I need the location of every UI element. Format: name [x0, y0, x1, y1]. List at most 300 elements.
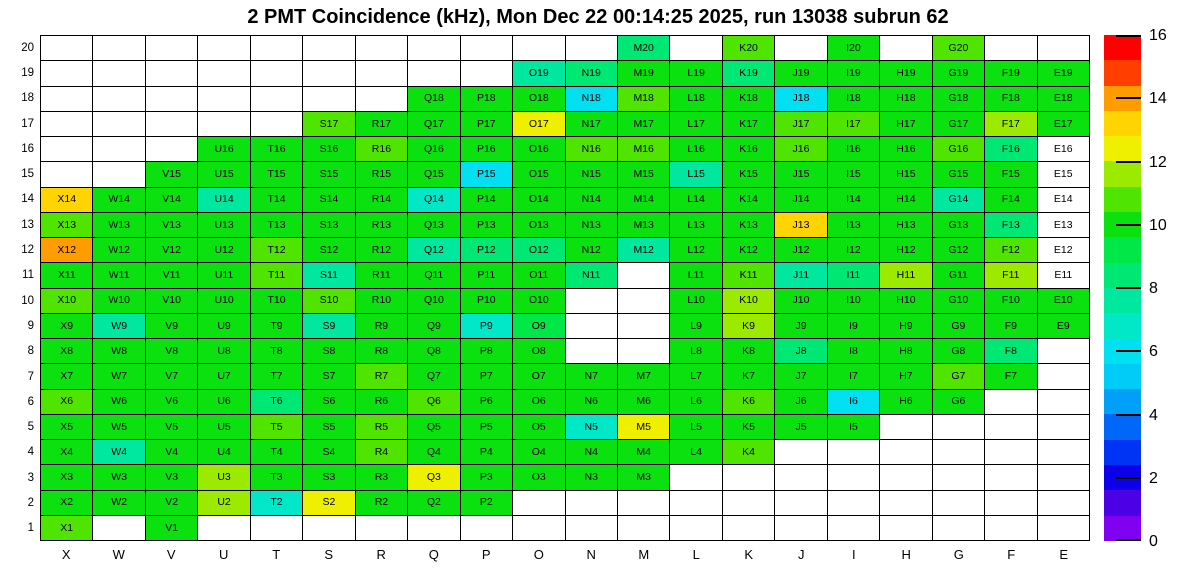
- cell-O12: O12: [513, 238, 565, 263]
- cell-U5: U5: [198, 415, 250, 440]
- cell-T4: T4: [251, 440, 303, 465]
- cell-G10: G10: [933, 289, 985, 314]
- cell-M8: [618, 339, 670, 364]
- cell-X12: X12: [41, 238, 93, 263]
- cell-E6: [1038, 390, 1090, 415]
- cell-R20: [356, 36, 408, 61]
- cell-S12: S12: [303, 238, 355, 263]
- cell-I13: I13: [828, 213, 880, 238]
- cell-W6: W6: [93, 390, 145, 415]
- cell-G2: [933, 491, 985, 516]
- cell-T14: T14: [251, 188, 303, 213]
- cell-E18: E18: [1038, 87, 1090, 112]
- cell-J12: J12: [775, 238, 827, 263]
- cell-V19: [146, 61, 198, 86]
- cell-F14: F14: [985, 188, 1037, 213]
- cell-P17: P17: [461, 112, 513, 137]
- cell-E9: E9: [1038, 314, 1090, 339]
- cell-E11: E11: [1038, 263, 1090, 288]
- cell-R6: R6: [356, 390, 408, 415]
- cell-L19: L19: [670, 61, 722, 86]
- cell-V9: V9: [146, 314, 198, 339]
- cell-S7: S7: [303, 364, 355, 389]
- cell-T9: T9: [251, 314, 303, 339]
- column-label-F: F: [1007, 547, 1016, 562]
- cell-S20: [303, 36, 355, 61]
- cell-U17: [198, 112, 250, 137]
- cell-E14: E14: [1038, 188, 1090, 213]
- cell-X16: [41, 137, 93, 162]
- cell-S8: S8: [303, 339, 355, 364]
- cell-L10: L10: [670, 289, 722, 314]
- column-label-N: N: [586, 547, 596, 562]
- cell-H7: H7: [880, 364, 932, 389]
- cell-Q9: Q9: [408, 314, 460, 339]
- column-label-L: L: [692, 547, 700, 562]
- cell-Q7: Q7: [408, 364, 460, 389]
- cell-K7: K7: [723, 364, 775, 389]
- cell-Q16: Q16: [408, 137, 460, 162]
- cell-M4: M4: [618, 440, 670, 465]
- cell-U20: [198, 36, 250, 61]
- cell-P19: [461, 61, 513, 86]
- row-label-17: 17: [21, 117, 34, 130]
- colorbar-band: [1104, 60, 1141, 85]
- cell-O20: [513, 36, 565, 61]
- cell-K1: [723, 516, 775, 541]
- column-label-G: G: [953, 547, 964, 562]
- cell-Q13: Q13: [408, 213, 460, 238]
- cell-M19: M19: [618, 61, 670, 86]
- cell-T3: T3: [251, 465, 303, 490]
- cell-S13: S13: [303, 213, 355, 238]
- colorbar-tick: [1116, 350, 1141, 352]
- cell-K10: K10: [723, 289, 775, 314]
- cell-U7: U7: [198, 364, 250, 389]
- cell-T7: T7: [251, 364, 303, 389]
- cell-O5: O5: [513, 415, 565, 440]
- cell-W19: [93, 61, 145, 86]
- cell-V4: V4: [146, 440, 198, 465]
- cell-O3: O3: [513, 465, 565, 490]
- cell-N2: [566, 491, 618, 516]
- cell-P3: P3: [461, 465, 513, 490]
- column-label-S: S: [324, 547, 334, 562]
- row-label-16: 16: [21, 142, 34, 155]
- cell-R10: R10: [356, 289, 408, 314]
- cell-F9: F9: [985, 314, 1037, 339]
- cell-J2: [775, 491, 827, 516]
- cell-N7: N7: [566, 364, 618, 389]
- cell-N20: [566, 36, 618, 61]
- cell-G7: G7: [933, 364, 985, 389]
- cell-P18: P18: [461, 87, 513, 112]
- row-label-9: 9: [27, 319, 34, 332]
- cell-U18: [198, 87, 250, 112]
- cell-T13: T13: [251, 213, 303, 238]
- cell-S19: [303, 61, 355, 86]
- cell-U14: U14: [198, 188, 250, 213]
- cell-L12: L12: [670, 238, 722, 263]
- row-label-15: 15: [21, 168, 34, 181]
- row-label-12: 12: [21, 244, 34, 257]
- cell-F2: [985, 491, 1037, 516]
- cell-L11: L11: [670, 263, 722, 288]
- column-label-E: E: [1059, 547, 1069, 562]
- cell-W14: W14: [93, 188, 145, 213]
- cell-E15: E15: [1038, 162, 1090, 187]
- cell-Q3: Q3: [408, 465, 460, 490]
- cell-O18: O18: [513, 87, 565, 112]
- cell-R13: R13: [356, 213, 408, 238]
- cell-N14: N14: [566, 188, 618, 213]
- cell-I5: I5: [828, 415, 880, 440]
- cell-N4: N4: [566, 440, 618, 465]
- cell-F6: [985, 390, 1037, 415]
- cell-V20: [146, 36, 198, 61]
- cell-I11: I11: [828, 263, 880, 288]
- cell-H17: H17: [880, 112, 932, 137]
- colorbar-label-10: 10: [1149, 216, 1167, 234]
- cell-K9: K9: [723, 314, 775, 339]
- cell-W18: [93, 87, 145, 112]
- cell-Q19: [408, 61, 460, 86]
- cell-L6: L6: [670, 390, 722, 415]
- cell-T2: T2: [251, 491, 303, 516]
- cell-M12: M12: [618, 238, 670, 263]
- cell-V8: V8: [146, 339, 198, 364]
- cell-O8: O8: [513, 339, 565, 364]
- cell-U12: U12: [198, 238, 250, 263]
- cell-W4: W4: [93, 440, 145, 465]
- cell-K11: K11: [723, 263, 775, 288]
- cell-I12: I12: [828, 238, 880, 263]
- cell-S10: S10: [303, 289, 355, 314]
- cell-V18: [146, 87, 198, 112]
- colorbar-label-4: 4: [1149, 406, 1158, 424]
- column-label-K: K: [744, 547, 754, 562]
- cell-S4: S4: [303, 440, 355, 465]
- cell-V16: [146, 137, 198, 162]
- cell-X8: X8: [41, 339, 93, 364]
- cell-K16: K16: [723, 137, 775, 162]
- cell-I2: [828, 491, 880, 516]
- cell-Q12: Q12: [408, 238, 460, 263]
- cell-O9: O9: [513, 314, 565, 339]
- cell-M1: [618, 516, 670, 541]
- cell-T12: T12: [251, 238, 303, 263]
- cell-I18: I18: [828, 87, 880, 112]
- cell-O7: O7: [513, 364, 565, 389]
- cell-J20: [775, 36, 827, 61]
- cell-G18: G18: [933, 87, 985, 112]
- cell-K5: K5: [723, 415, 775, 440]
- cell-O6: O6: [513, 390, 565, 415]
- cell-Q4: Q4: [408, 440, 460, 465]
- row-label-18: 18: [21, 92, 34, 105]
- cell-I1: [828, 516, 880, 541]
- colorbar-band: [1104, 136, 1141, 161]
- cell-U2: U2: [198, 491, 250, 516]
- colorbar-band: [1104, 389, 1141, 414]
- cell-R9: R9: [356, 314, 408, 339]
- cell-W5: W5: [93, 415, 145, 440]
- cell-S14: S14: [303, 188, 355, 213]
- cell-N1: [566, 516, 618, 541]
- row-label-11: 11: [22, 269, 34, 282]
- cell-N16: N16: [566, 137, 618, 162]
- cell-F13: F13: [985, 213, 1037, 238]
- cell-U11: U11: [198, 263, 250, 288]
- cell-V15: V15: [146, 162, 198, 187]
- colorbar-band: [1104, 263, 1141, 288]
- cell-S2: S2: [303, 491, 355, 516]
- cell-S1: [303, 516, 355, 541]
- cell-G1: [933, 516, 985, 541]
- cell-O1: [513, 516, 565, 541]
- heatmap-grid: [40, 35, 1090, 541]
- cell-L9: L9: [670, 314, 722, 339]
- cell-T11: T11: [251, 263, 303, 288]
- cell-G14: G14: [933, 188, 985, 213]
- column-label-J: J: [798, 547, 805, 562]
- cell-J18: J18: [775, 87, 827, 112]
- cell-J15: J15: [775, 162, 827, 187]
- cell-N5: N5: [566, 415, 618, 440]
- cell-R4: R4: [356, 440, 408, 465]
- cell-W3: W3: [93, 465, 145, 490]
- cell-I8: I8: [828, 339, 880, 364]
- colorbar-tick: [1116, 287, 1141, 289]
- colorbar-band: [1104, 414, 1141, 439]
- cell-P15: P15: [461, 162, 513, 187]
- row-label-6: 6: [27, 395, 34, 408]
- cell-O11: O11: [513, 263, 565, 288]
- colorbar-band: [1104, 237, 1141, 262]
- cell-J11: J11: [775, 263, 827, 288]
- cell-J5: J5: [775, 415, 827, 440]
- cell-L17: L17: [670, 112, 722, 137]
- cell-J16: J16: [775, 137, 827, 162]
- colorbar-tick: [1116, 97, 1141, 99]
- cell-E4: [1038, 440, 1090, 465]
- cell-O4: O4: [513, 440, 565, 465]
- cell-L7: L7: [670, 364, 722, 389]
- cell-G20: G20: [933, 36, 985, 61]
- cell-N10: [566, 289, 618, 314]
- cell-G13: G13: [933, 213, 985, 238]
- cell-F19: F19: [985, 61, 1037, 86]
- cell-P2: P2: [461, 491, 513, 516]
- cell-V6: V6: [146, 390, 198, 415]
- cell-H1: [880, 516, 932, 541]
- cell-X13: X13: [41, 213, 93, 238]
- cell-R11: R11: [356, 263, 408, 288]
- row-label-20: 20: [21, 41, 34, 54]
- cell-J7: J7: [775, 364, 827, 389]
- cell-K2: [723, 491, 775, 516]
- cell-I14: I14: [828, 188, 880, 213]
- cell-M13: M13: [618, 213, 670, 238]
- cell-Q15: Q15: [408, 162, 460, 187]
- cell-J4: [775, 440, 827, 465]
- cell-T1: [251, 516, 303, 541]
- cell-X17: [41, 112, 93, 137]
- colorbar-tick: [1116, 414, 1141, 416]
- cell-M2: [618, 491, 670, 516]
- cell-H8: H8: [880, 339, 932, 364]
- cell-E20: [1038, 36, 1090, 61]
- cell-Q17: Q17: [408, 112, 460, 137]
- cell-O2: [513, 491, 565, 516]
- cell-X14: X14: [41, 188, 93, 213]
- cell-J10: J10: [775, 289, 827, 314]
- cell-W15: [93, 162, 145, 187]
- cell-M11: [618, 263, 670, 288]
- cell-L18: L18: [670, 87, 722, 112]
- cell-L20: [670, 36, 722, 61]
- colorbar-tick: [1116, 161, 1141, 163]
- cell-G15: G15: [933, 162, 985, 187]
- cell-I20: I20: [828, 36, 880, 61]
- cell-V7: V7: [146, 364, 198, 389]
- cell-Q11: Q11: [408, 263, 460, 288]
- cell-M3: M3: [618, 465, 670, 490]
- cell-K19: K19: [723, 61, 775, 86]
- cell-K14: K14: [723, 188, 775, 213]
- cell-T20: [251, 36, 303, 61]
- cell-X7: X7: [41, 364, 93, 389]
- cell-W8: W8: [93, 339, 145, 364]
- cell-G3: [933, 465, 985, 490]
- cell-J14: J14: [775, 188, 827, 213]
- cell-X20: [41, 36, 93, 61]
- cell-E16: E16: [1038, 137, 1090, 162]
- cell-L4: L4: [670, 440, 722, 465]
- cell-H4: [880, 440, 932, 465]
- colorbar-tick: [1116, 539, 1141, 541]
- cell-G6: G6: [933, 390, 985, 415]
- cell-X5: X5: [41, 415, 93, 440]
- cell-G4: [933, 440, 985, 465]
- cell-V5: V5: [146, 415, 198, 440]
- colorbar-label-14: 14: [1149, 90, 1167, 108]
- cell-P20: [461, 36, 513, 61]
- cell-U8: U8: [198, 339, 250, 364]
- cell-L5: L5: [670, 415, 722, 440]
- colorbar-label-2: 2: [1149, 469, 1158, 487]
- cell-T16: T16: [251, 137, 303, 162]
- column-label-H: H: [901, 547, 911, 562]
- cell-U6: U6: [198, 390, 250, 415]
- cell-X9: X9: [41, 314, 93, 339]
- cell-S16: S16: [303, 137, 355, 162]
- cell-R14: R14: [356, 188, 408, 213]
- cell-K17: K17: [723, 112, 775, 137]
- cell-N8: [566, 339, 618, 364]
- column-label-V: V: [166, 547, 176, 562]
- cell-V13: V13: [146, 213, 198, 238]
- colorbar-label-0: 0: [1149, 533, 1158, 550]
- cell-Q5: Q5: [408, 415, 460, 440]
- cell-Q10: Q10: [408, 289, 460, 314]
- cell-X2: X2: [41, 491, 93, 516]
- cell-N6: N6: [566, 390, 618, 415]
- cell-R5: R5: [356, 415, 408, 440]
- column-label-I: I: [851, 547, 856, 562]
- cell-F16: F16: [985, 137, 1037, 162]
- colorbar-band: [1104, 490, 1141, 515]
- cell-U9: U9: [198, 314, 250, 339]
- cell-X18: [41, 87, 93, 112]
- cell-L3: [670, 465, 722, 490]
- cell-R18: [356, 87, 408, 112]
- cell-N19: N19: [566, 61, 618, 86]
- cell-P8: P8: [461, 339, 513, 364]
- cell-Q14: Q14: [408, 188, 460, 213]
- cell-I7: I7: [828, 364, 880, 389]
- column-label-P: P: [481, 547, 491, 562]
- row-label-5: 5: [27, 421, 34, 434]
- cell-H16: H16: [880, 137, 932, 162]
- cell-Q20: [408, 36, 460, 61]
- cell-Q2: Q2: [408, 491, 460, 516]
- cell-S11: S11: [303, 263, 355, 288]
- cell-K3: [723, 465, 775, 490]
- colorbar-label-12: 12: [1149, 153, 1167, 171]
- cell-T17: [251, 112, 303, 137]
- cell-I19: I19: [828, 61, 880, 86]
- cell-O16: O16: [513, 137, 565, 162]
- cell-J13: J13: [775, 213, 827, 238]
- cell-E10: E10: [1038, 289, 1090, 314]
- cell-V14: V14: [146, 188, 198, 213]
- cell-U3: U3: [198, 465, 250, 490]
- colorbar-band: [1104, 161, 1141, 186]
- cell-P12: P12: [461, 238, 513, 263]
- cell-E17: E17: [1038, 112, 1090, 137]
- cell-O10: O10: [513, 289, 565, 314]
- cell-K18: K18: [723, 87, 775, 112]
- cell-E8: [1038, 339, 1090, 364]
- colorbar-band: [1104, 516, 1141, 541]
- cell-N9: [566, 314, 618, 339]
- cell-H13: H13: [880, 213, 932, 238]
- cell-G17: G17: [933, 112, 985, 137]
- cell-L13: L13: [670, 213, 722, 238]
- cell-U1: [198, 516, 250, 541]
- cell-J8: J8: [775, 339, 827, 364]
- cell-W17: [93, 112, 145, 137]
- cell-W9: W9: [93, 314, 145, 339]
- cell-Q1: [408, 516, 460, 541]
- colorbar-band: [1104, 440, 1141, 465]
- cell-Q8: Q8: [408, 339, 460, 364]
- row-label-19: 19: [21, 66, 34, 79]
- cell-N3: N3: [566, 465, 618, 490]
- cell-M6: M6: [618, 390, 670, 415]
- cell-R7: R7: [356, 364, 408, 389]
- cell-W2: W2: [93, 491, 145, 516]
- cell-M14: M14: [618, 188, 670, 213]
- cell-K13: K13: [723, 213, 775, 238]
- cell-H12: H12: [880, 238, 932, 263]
- cell-I17: I17: [828, 112, 880, 137]
- cell-P16: P16: [461, 137, 513, 162]
- colorbar-band: [1104, 288, 1141, 313]
- cell-O17: O17: [513, 112, 565, 137]
- cell-L8: L8: [670, 339, 722, 364]
